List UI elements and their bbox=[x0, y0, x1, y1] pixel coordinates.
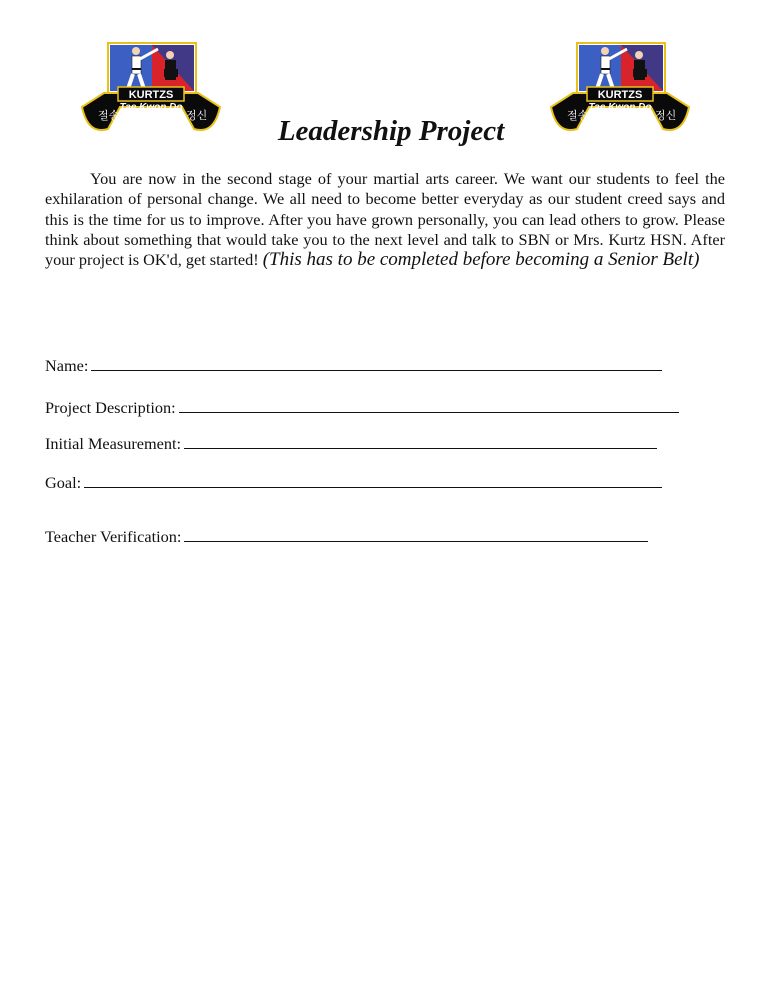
logo-korean-right: 정신 bbox=[186, 109, 208, 122]
logo-korean-left: 절송 bbox=[98, 109, 120, 122]
name-blank-line[interactable] bbox=[91, 355, 662, 371]
logo-brand-text: KURTZS bbox=[128, 89, 174, 101]
logo-subtitle-text: Tae Kwon Do bbox=[588, 102, 652, 113]
teacher-verification-label: Teacher Verification: bbox=[45, 527, 182, 546]
initial-measurement-blank-line[interactable] bbox=[184, 433, 657, 449]
logo-brand-text: KURTZS bbox=[597, 89, 643, 101]
goal-blank-line[interactable] bbox=[84, 472, 662, 488]
project-description-field bbox=[45, 397, 679, 418]
name-field bbox=[45, 355, 662, 376]
goal-label: Goal: bbox=[45, 473, 82, 492]
name-label: Name: bbox=[45, 356, 89, 375]
initial-measurement-field bbox=[45, 433, 657, 454]
project-description-label: Project Description: bbox=[45, 398, 176, 417]
intro-body-text: You are now in the second stage of your martial arts career. We want our students to feel the exhilaration of personal change. We all need to become better everyday as our student creed says and this is the time for us to improve. After you have grown personally, you can lead others to grow. Please think about something that would take you to the next level and talk to SBN or Mrs. Kurtz HSN. After your project is OK'd, get started! bbox=[45, 169, 725, 270]
logo-korean-left: 절송 bbox=[567, 109, 589, 122]
teacher-verification-blank-line[interactable] bbox=[184, 526, 648, 542]
initial-measurement-label: Initial Measurement: bbox=[45, 434, 182, 453]
intro-paragraph bbox=[45, 169, 725, 270]
page-title: Leadership Project bbox=[277, 115, 505, 147]
goal-field bbox=[45, 472, 662, 493]
logo-subtitle-text: Tae Kwon Do bbox=[119, 102, 183, 113]
logo-korean-right: 정신 bbox=[655, 109, 677, 122]
project-description-blank-line[interactable] bbox=[179, 397, 679, 413]
intro-emphasis-text: (This has to be completed before becoming a Senior Belt) bbox=[262, 249, 700, 271]
teacher-verification-field bbox=[45, 526, 648, 547]
